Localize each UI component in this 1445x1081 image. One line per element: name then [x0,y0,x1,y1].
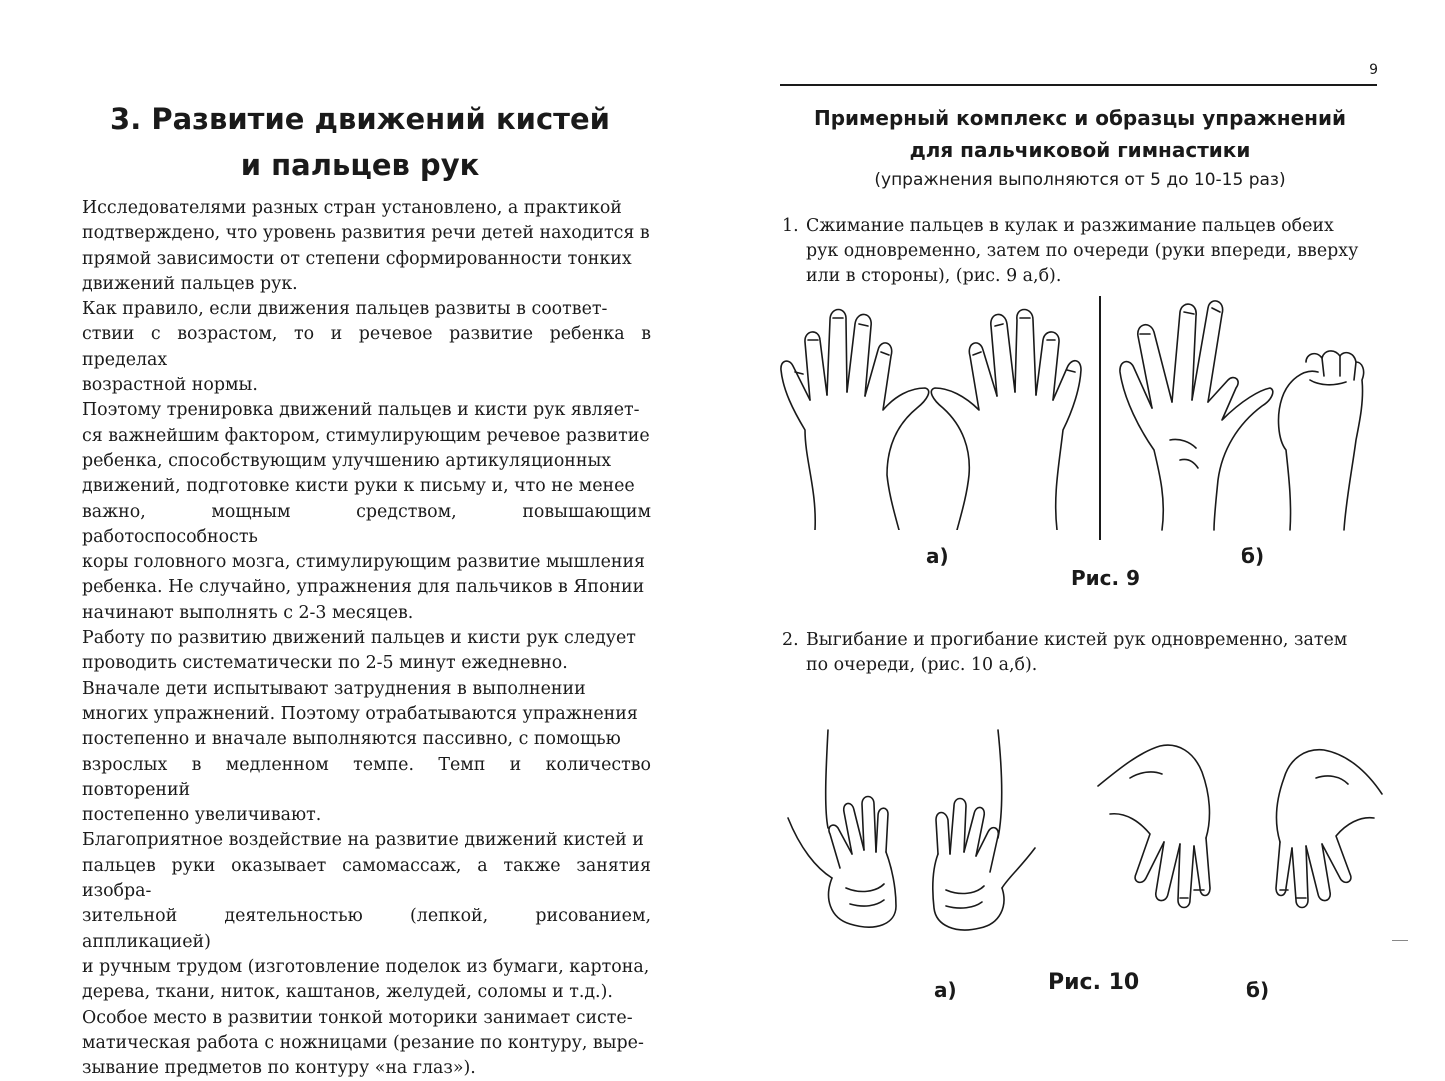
paragraph-line: коры головного мозга, стимулирующим развитие мышления [82,550,651,575]
paragraph-line: Особое место в развитии тонкой моторики занимает систе- [82,1006,651,1031]
body-text [82,196,651,1081]
figure-9-caption: Рис. 9 [1071,566,1140,590]
paragraph [82,626,651,677]
section-title-line-2: для пальчиковой гимнастики [780,134,1380,166]
paragraph-line: Исследователями разных стран установлено, а практикой [82,196,651,221]
paragraph-line: зительной деятельностью (лепкой, рисованием, аппликацией) [82,904,651,955]
chapter-title-line-2: и пальцев рук [60,142,660,188]
paragraph-line: зывание предметов по контуру «на глаз»). [82,1056,651,1081]
paragraph [82,398,651,626]
paragraph-line: пальцев руки оказывает самомассаж, а также занятия изобра- [82,854,651,905]
paragraph-line: подтверждено, что уровень развития речи детей находится в [82,221,651,246]
paragraph-line: Как правило, если движения пальцев развиты в соответ- [82,297,651,322]
paragraph-line: и ручным трудом (изготовление поделок из бумаги, картона, [82,955,651,980]
figure-9b-label: б) [1241,544,1264,568]
paragraph-line: проводить систематически по 2-5 минут ежедневно. [82,651,651,676]
section-title-line-1: Примерный комплекс и образцы упражнений [780,102,1380,134]
paragraph-line: важно, мощным средством, повышающим работоспособность [82,500,651,551]
paragraph [82,1006,651,1081]
paragraph-line: взрослых в медленном темпе. Темп и количество повторений [82,753,651,804]
page-number: 9 [1356,62,1378,78]
paragraph-line: ребенка, способствующим улучшению артикуляционных [82,449,651,474]
section-subtitle: (упражнения выполняются от 5 до 10-15 раз) [780,170,1380,190]
exercise-2-line-1: Выгибание и прогибание кистей рук одновременно, затем [806,630,1347,650]
paragraph-line: прямой зависимости от степени сформированности тонких [82,247,651,272]
exercise-1 [782,214,1382,289]
paragraph-line: постепенно увеличивают. [82,803,651,828]
paragraph-line: движений, подготовке кисти руки к письму и, что не менее [82,474,651,499]
exercise-2 [782,628,1382,678]
figure-divider [1099,296,1101,540]
paragraph [82,828,651,1005]
chapter-title [60,96,660,188]
exercise-2-number: 2. [782,628,806,653]
paragraph-line: матическая работа с ножницами (резание по контуру, выре- [82,1031,651,1056]
paragraph-line: возрастной нормы. [82,373,651,398]
paragraph-line: Работу по развитию движений пальцев и кисти рук следует [82,626,651,651]
paragraph-line: движений пальцев рук. [82,272,651,297]
figure-10-caption: Рис. 10 [1048,970,1139,995]
figure-10a-label: а) [934,978,957,1002]
left-page [0,0,722,1080]
figure-10a-hands-bent [780,728,1040,938]
paragraph-line: дерева, ткани, ниток, каштанов, желудей, соломы и т.д.). [82,980,651,1005]
exercise-1-line-1: Сжимание пальцев в кулак и разжимание пальцев обеих [806,216,1334,236]
paragraph [82,297,651,398]
decorative-dash [1392,940,1408,941]
chapter-title-line-1: 3. Развитие движений кистей [60,96,660,142]
paragraph-line: начинают выполнять с 2-3 месяцев. [82,601,651,626]
figure-9a-open-hands [775,300,1095,530]
paragraph-line: Благоприятное воздействие на развитие движений кистей и [82,828,651,853]
exercise-1-line-2: рук одновременно, затем по очереди (руки впереди, вверху [782,239,1382,264]
exercise-2-line-2: по очереди, (рис. 10 а,б). [782,653,1382,678]
section-title [780,102,1380,166]
paragraph-line: многих упражнений. Поэтому отрабатываются упражнения [82,702,651,727]
exercise-1-line-3: или в стороны), (рис. 9 а,б). [782,264,1382,289]
paragraph-line: Вначале дети испытывают затруднения в выполнении [82,677,651,702]
paragraph-line: ребенка. Не случайно, упражнения для пальчиков в Японии [82,575,651,600]
header-rule [780,84,1377,86]
figure-10b-hands-raised [1090,738,1390,918]
paragraph [82,677,651,829]
paragraph-line: ствии с возрастом, то и речевое развитие ребенка в пределах [82,322,651,373]
paragraph-line: постепенно и вначале выполняются пассивно, с помощью [82,727,651,752]
figure-9b-open-hand-and-fist [1110,290,1370,540]
paragraph-line: ся важнейшим фактором, стимулирующим речевое развитие [82,424,651,449]
figure-9a-label: а) [926,544,949,568]
exercise-1-number: 1. [782,214,806,239]
figure-10b-label: б) [1246,978,1269,1002]
paragraph-line: Поэтому тренировка движений пальцев и кисти рук являет- [82,398,651,423]
paragraph [82,196,651,297]
